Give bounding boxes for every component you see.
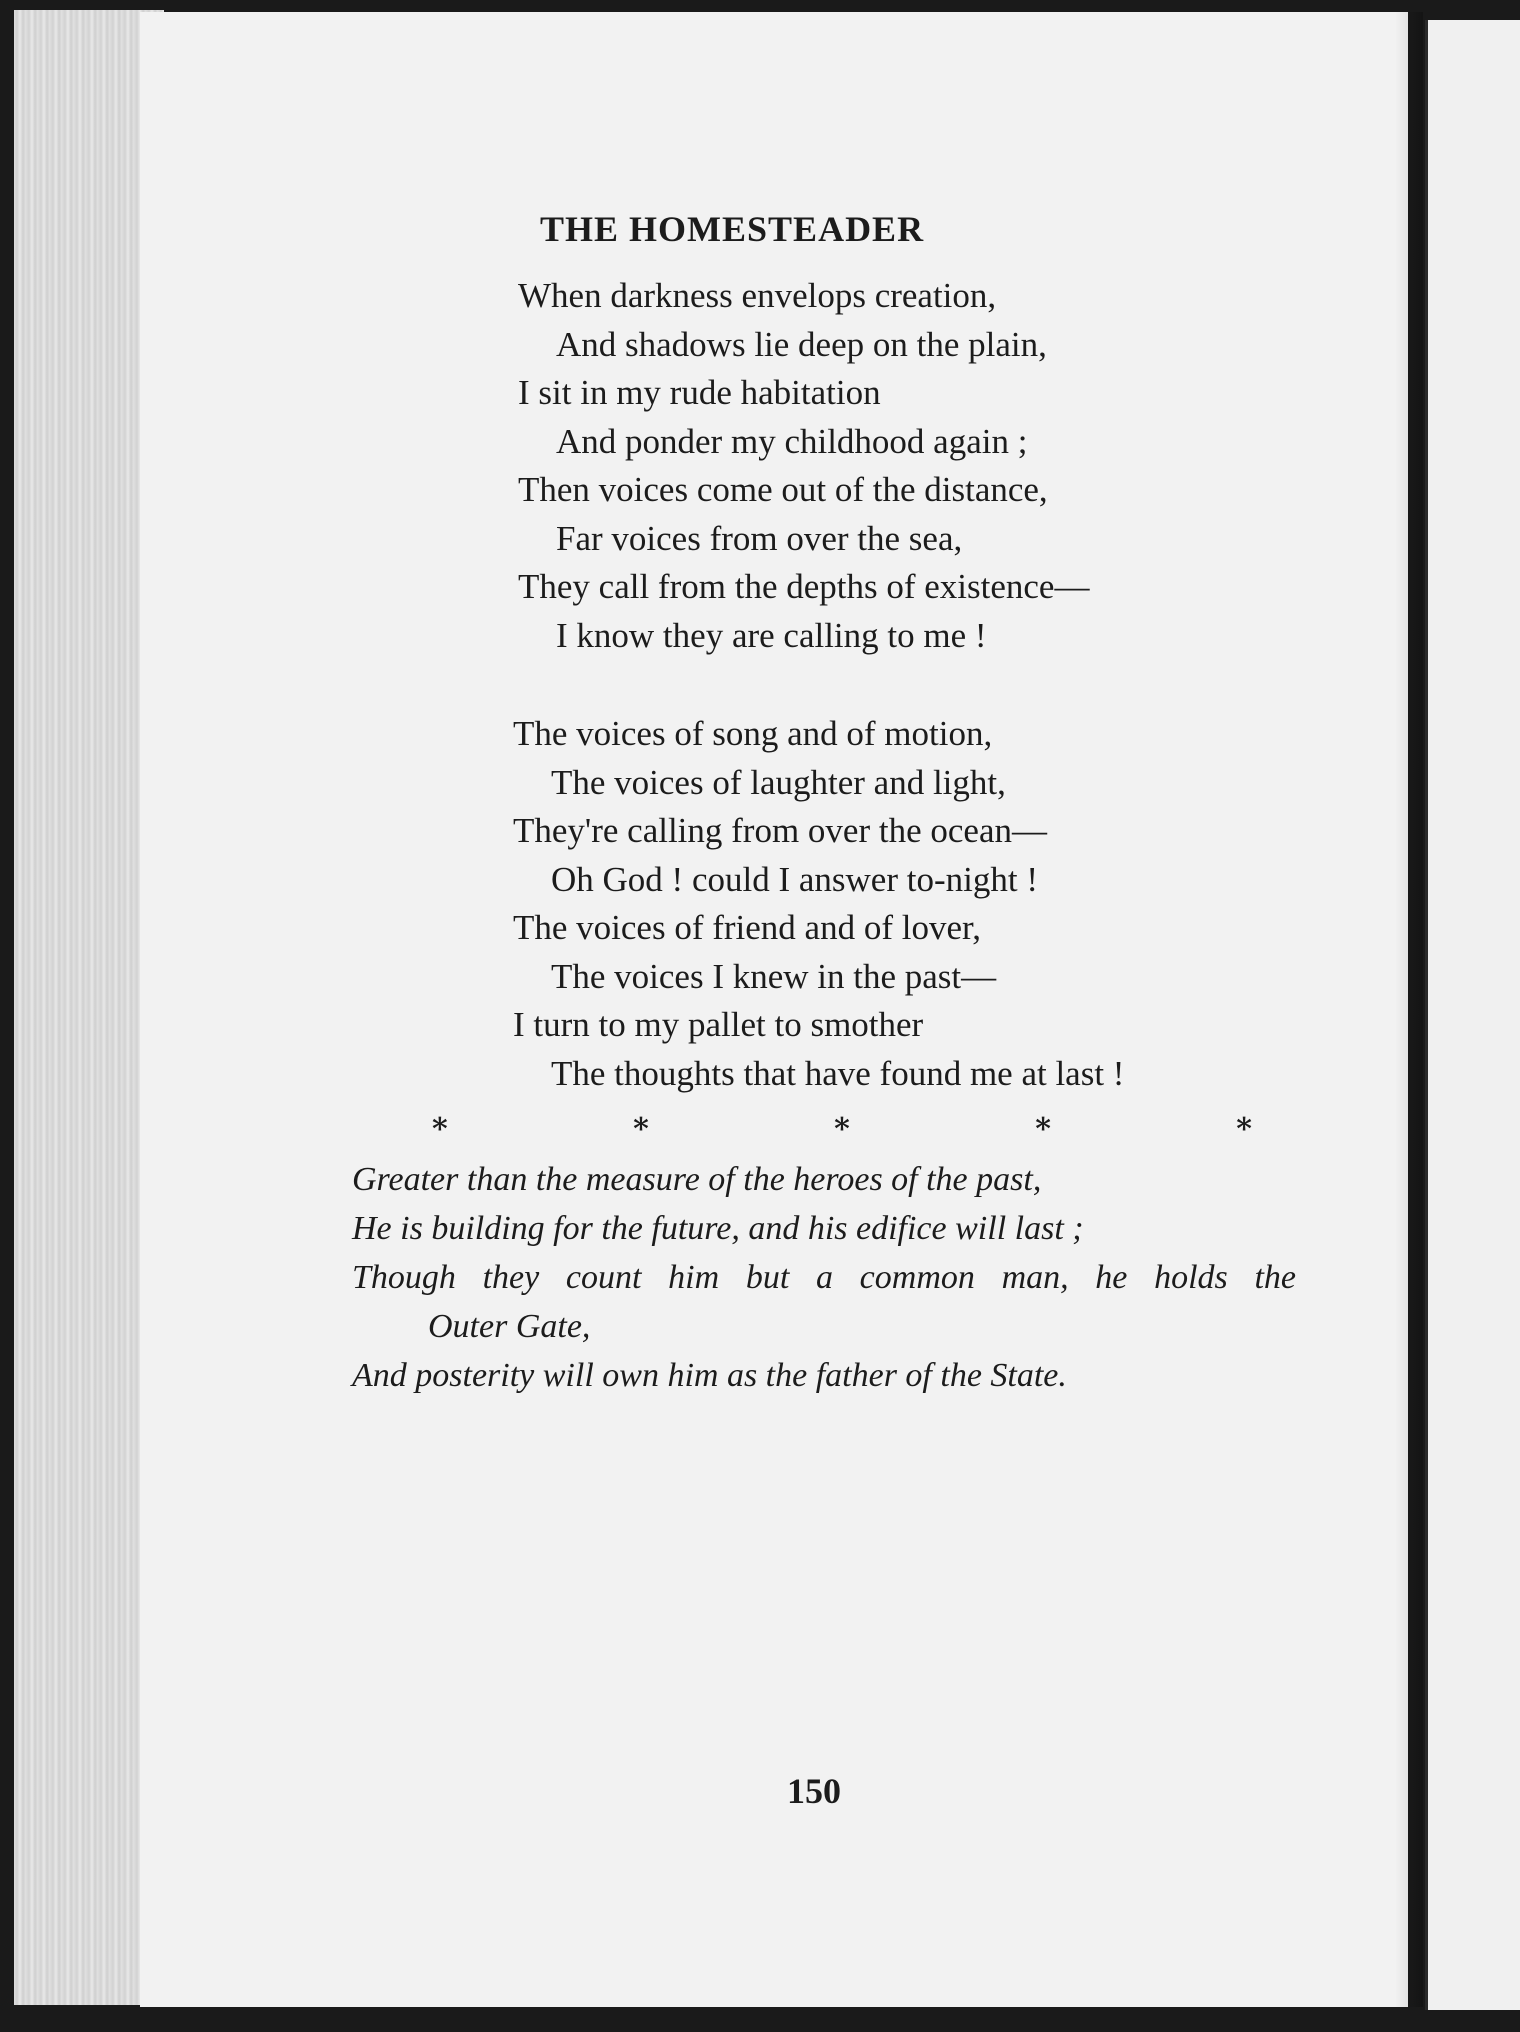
poem-line: The thoughts that have found me at last ! <box>551 1053 1125 1093</box>
poem-line: They call from the depths of existence— <box>518 567 1090 606</box>
section-separator <box>432 1112 1252 1147</box>
coda-line: And posterity will own him as the father of the State. <box>352 1357 1067 1394</box>
poem-line: When darkness envelops creation, <box>518 276 997 315</box>
poem-line: The voices of song and of motion, <box>513 714 993 753</box>
stanza-1 <box>518 272 1089 660</box>
page-number: 150 <box>787 1771 841 1811</box>
coda-line: Though they count him but a common man, he holds the <box>352 1259 1296 1296</box>
poem-line: Then voices come out of the distance, <box>518 470 1048 509</box>
poem-line: I know they are calling to me ! <box>556 615 987 655</box>
poem-line: And shadows lie deep on the plain, <box>556 324 1047 364</box>
gutter-shadow <box>1395 12 1423 2007</box>
poem-line: I turn to my pallet to smother <box>513 1005 924 1044</box>
poem-line: They're calling from over the ocean— <box>513 811 1047 850</box>
poem-line: I sit in my rude habitation <box>518 373 881 412</box>
poem-line: The voices of friend and of lover, <box>513 908 982 947</box>
poem-line: The voices I knew in the past— <box>551 956 997 996</box>
poem-line: The voices of laughter and light, <box>551 762 1006 802</box>
asterisk: * <box>1035 1112 1051 1147</box>
poem-line: Oh God ! could I answer to-night ! <box>551 859 1038 899</box>
asterisk: * <box>432 1112 448 1147</box>
asterisk: * <box>1236 1112 1252 1147</box>
facing-page-sliver <box>1425 20 1520 2010</box>
coda-line: He is building for the future, and his edifice will last ; <box>352 1210 1084 1247</box>
coda-line: Greater than the measure of the heroes of the past, <box>352 1161 1042 1198</box>
italic-coda <box>352 1155 1302 1400</box>
poem-line: And ponder my childhood again ; <box>556 421 1028 461</box>
poem-title: THE HOMESTEADER <box>540 209 925 249</box>
poem-line: Far voices from over the sea, <box>556 518 963 558</box>
asterisk: * <box>834 1112 850 1147</box>
facing-page-edge <box>1425 20 1428 2010</box>
coda-line-continuation: Outer Gate, <box>428 1308 591 1345</box>
stanza-2 <box>513 710 1124 1098</box>
asterisk: * <box>633 1112 649 1147</box>
